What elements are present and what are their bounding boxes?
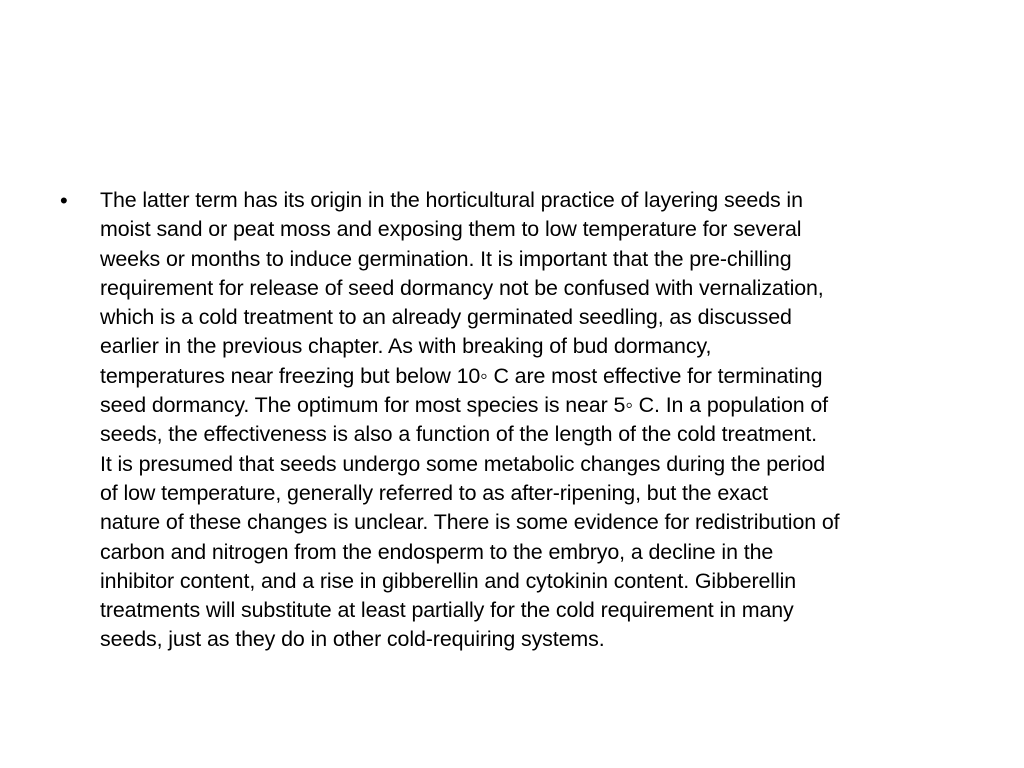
text-line: seeds, just as they do in other cold-requiring systems. [100,627,605,652]
text-line: weeks or months to induce germination. It is important that the pre-chilling [100,246,792,271]
text-line: The latter term has its origin in the horticultural practice of layering seeds in [100,188,803,212]
bullet-marker: • [60,188,68,213]
text-line: carbon and nitrogen from the endosperm to the embryo, a decline in the [100,539,774,564]
text-line: seed dormancy. The optimum for most species is near 5◦ C. In a population of [100,393,829,418]
text-line: seeds, the effectiveness is also a function of the length of the cold treatment. [100,422,817,447]
text-line: earlier in the previous chapter. As with breaking of bud dormancy, [100,334,712,359]
text-line: inhibitor content, and a rise in gibberellin and cytokinin content. Gibberellin [100,568,797,593]
text-line: requirement for release of seed dormancy not be confused with vernalization, [100,275,824,300]
text-line: It is presumed that seeds undergo some metabolic changes during the period [100,451,826,476]
bullet-item [60,186,968,655]
bullet-list [60,186,968,655]
text-line: treatments will substitute at least partially for the cold requirement in many [100,598,794,623]
text-line: temperatures near freezing but below 10◦ C are most effective for terminating [100,363,823,388]
text-line: moist sand or peat moss and exposing them to low temperature for several [100,217,802,242]
text-line: of low temperature, generally referred to as after-ripening, but the exact [100,480,768,505]
bullet-text [100,186,968,655]
text-line: which is a cold treatment to an already germinated seedling, as discussed [100,305,792,330]
text-line: nature of these changes is unclear. There is some evidence for redistribution of [100,510,840,535]
